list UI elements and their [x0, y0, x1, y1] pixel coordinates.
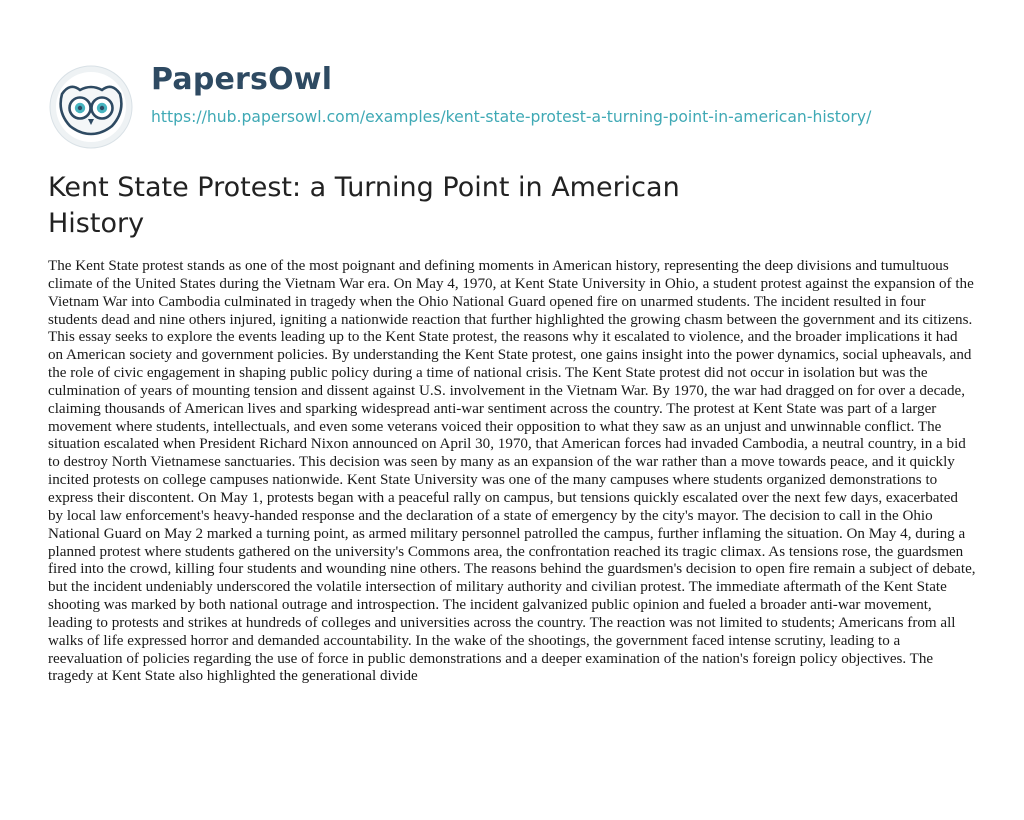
essay-body: The Kent State protest stands as one of the most poignant and defining moments in American history, representing the deep divisions and tumultuous climate of the United States during the Vietnam War era. On May 4, 1970, at Kent State University in Ohio, a student protest against the expansion of the Vietnam War into Cambodia culminated in tragedy when the Ohio National Guard opened fire on unarmed students. The incident resulted in four students dead and nine others injured, igniting a nationwide reaction that further highlighted the growing chasm between the government and its citizens. This essay seeks to explore the events leading up to the Kent State protest, the reasons why it escalated to violence, and the broader implications it had on American society and government policies. By understanding the Kent State protest, one gains insight into the power dynamics, social upheavals, and the role of civic engagement in shaping public policy during a time of national crisis. The Kent State protest did not occur in isolation but was the culmination of years of mounting tension and dissent against U.S. involvement in the Vietnam War. By 1970, the war had dragged on for over a decade, claiming thousands of American lives and sparking widespread anti-war sentiment across the country. The protest at Kent State was part of a larger movement where students, intellectuals, and even some veterans voiced their opposition to what they saw as an unjust and unwinnable conflict. The situation escalated when President Richard Nixon announced on April 30, 1970, that American forces had invaded Cambodia, a neutral country, in a bid to destroy North Vietnamese sanctuaries. This decision was seen by many as an expansion of the war rather than a move towards peace, and it quickly incited protests on college campuses nationwide. Kent State University was one of the many campuses where students organized demonstrations to express their discontent. On May 1, protests began with a peaceful rally on campus, but tensions quickly escalated over the next few days, exacerbated by local law enforcement's heavy-handed response and the declaration of a state of emergency by the city's mayor. The decision to call in the Ohio National Guard on May 2 marked a turning point, as armed military personnel patrolled the campus, further inflaming the situation. On May 4, during a planned protest where students gathered on the university's Commons area, the confrontation reached its tragic climax. As tensions rose, the guardsmen fired into the crowd, killing four students and wounding nine others. The reasons behind the guardsmen's decision to open fire remain a subject of debate, but the incident undeniably underscored the volatile intersection of military authority and civilian protest. The immediate aftermath of the Kent State shooting was marked by both national outrage and introspection. The incident galvanized public opinion and fueled a broader anti-war movement, leading to protests and strikes at hundreds of colleges and universities across the country. The reaction was not limited to students; Americans from all walks of life expressed horror and demanded accountability. In the wake of the shootings, the government faced intense scrutiny, leading to a reevaluation of policies regarding the use of force in public demonstrations and a deeper examination of the nation's foreign policy objectives. The tragedy at Kent State also highlighted the generational divide	[48, 258, 976, 685]
brand-name[interactable]: PapersOwl	[151, 62, 333, 97]
essay-title: Kent State Protest: a Turning Point in American History	[48, 172, 680, 239]
source-url-link[interactable]: https://hub.papersowl.com/examples/kent-state-protest-a-turning-point-in-american-history/	[151, 108, 872, 126]
papersowl-logo-icon[interactable]	[48, 64, 134, 150]
